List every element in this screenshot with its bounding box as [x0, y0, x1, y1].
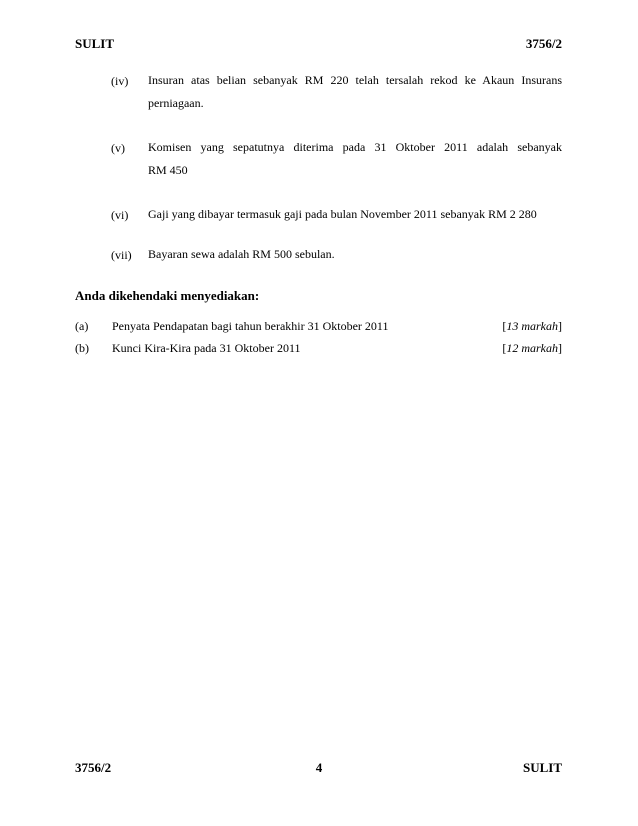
- task-marks-value: 12 markah: [506, 341, 558, 355]
- task-marks-value: 13 markah: [506, 319, 558, 333]
- item-text-line: perniagaan.: [148, 96, 204, 110]
- task-text: Kunci Kira-Kira pada 31 Oktober 2011: [112, 341, 301, 355]
- item-number: (vii): [111, 248, 132, 262]
- task-label: (b): [75, 341, 89, 355]
- header-paper-code: 3756/2: [525, 36, 562, 51]
- task-text: Penyata Pendapatan bagi tahun berakhir 31 Oktober 2011: [112, 319, 389, 333]
- task-marks: [12 markah]: [502, 341, 562, 355]
- item-text-line: Gaji yang dibayar termasuk gaji pada bulan November 2011 sebanyak RM 2 280: [148, 207, 537, 221]
- item-text-line: Insuran atas belian sebanyak RM 220 telah tersalah rekod ke Akaun Insurans: [148, 73, 562, 87]
- item-number: (iv): [111, 74, 129, 88]
- item-number: (v): [111, 141, 125, 155]
- instruction-heading: Anda dikehendaki menyediakan:: [75, 288, 260, 303]
- footer-paper-code: 3756/2: [75, 760, 112, 775]
- page-number: 4: [315, 760, 323, 775]
- item-number: (vi): [111, 208, 129, 222]
- header-sulit: SULIT: [75, 36, 115, 51]
- item-text-line: Komisen yang sepatutnya diterima pada 31 Oktober 2011 adalah sebanyak: [148, 140, 562, 154]
- task-label: (a): [75, 319, 89, 333]
- item-text-line: RM 450: [148, 163, 188, 177]
- task-marks: [13 markah]: [502, 319, 562, 333]
- item-text-line: Bayaran sewa adalah RM 500 sebulan.: [148, 247, 335, 261]
- footer-sulit: SULIT: [522, 760, 562, 775]
